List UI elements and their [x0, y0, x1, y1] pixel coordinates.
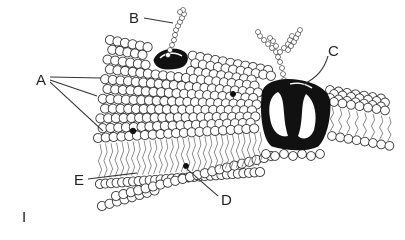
lipid-tail — [165, 139, 168, 173]
phospholipid-head — [298, 150, 307, 159]
integral-protein — [261, 80, 330, 150]
phospholipid-head — [316, 150, 325, 159]
phospholipid-head — [280, 150, 289, 159]
label-a: A — [36, 72, 47, 89]
phospholipid-head — [355, 102, 364, 111]
sugar-bead — [170, 43, 175, 48]
phospholipid-head — [381, 106, 390, 115]
lipid-tail — [347, 110, 350, 134]
sugar-bead — [276, 55, 281, 60]
lipid-tail — [126, 142, 129, 176]
lipid-tail — [214, 135, 217, 169]
phospholipid-head — [255, 167, 264, 176]
phospholipid-head — [369, 139, 378, 148]
sugar-bead — [168, 48, 173, 53]
sugar-bead — [268, 36, 273, 41]
sugar-bead — [278, 60, 283, 65]
phospholipid-head — [262, 150, 271, 159]
label-d: D — [221, 192, 232, 209]
lipid-tail — [115, 143, 118, 177]
lipid-tail — [388, 117, 391, 141]
phospholipid-head — [364, 103, 373, 112]
lipid-tail — [154, 140, 157, 174]
sugar-bead — [266, 42, 271, 47]
phospholipid-head — [385, 141, 394, 150]
phospholipid-head — [372, 105, 381, 114]
lipid-tail — [98, 144, 101, 178]
phospholipid-head — [141, 60, 150, 69]
lipid-tail — [339, 108, 342, 132]
sugar-bead — [262, 38, 267, 43]
lipid-tail — [148, 140, 151, 174]
lipid-tail — [104, 144, 107, 178]
phospholipid-head — [377, 140, 386, 149]
lipid-tail — [198, 137, 201, 171]
lipid-tail — [137, 141, 140, 175]
lipid-tail — [121, 142, 124, 176]
lipid-tail — [371, 114, 374, 138]
lipid-tail — [143, 141, 146, 175]
label-e: E — [74, 172, 85, 189]
sugar-bead — [173, 33, 178, 38]
lipid-tail — [132, 142, 135, 176]
label-c: C — [328, 43, 339, 60]
lipid-tail — [380, 115, 383, 139]
lipid-tail — [355, 111, 358, 135]
phospholipid-head — [307, 152, 316, 161]
sugar-bead — [178, 10, 183, 15]
sugar-bead — [278, 50, 283, 55]
sugar-bead — [274, 44, 279, 49]
sugar-bead — [298, 28, 303, 33]
phospholipid-head — [328, 132, 337, 141]
phospholipid-head — [338, 99, 347, 108]
lipid-tail — [109, 143, 112, 177]
footer-mark: I — [22, 209, 27, 226]
phospholipid-head — [330, 98, 339, 107]
lipid-tail — [176, 138, 179, 172]
lipid-tail — [170, 139, 173, 173]
sugar-bead — [281, 72, 286, 77]
upper-phospholipid-layer — [93, 35, 389, 142]
lipid-tail — [159, 139, 162, 173]
phospholipid-head — [336, 133, 345, 142]
phospholipid-head — [289, 152, 298, 161]
lipid-tail — [203, 136, 206, 170]
sugar-bead — [280, 66, 285, 71]
lipid-tail — [363, 113, 366, 137]
sugar-bead — [172, 38, 177, 43]
phospholipid-head — [352, 136, 361, 145]
phospholipid-head — [347, 100, 356, 109]
phospholipid-head — [250, 124, 259, 133]
phospholipid-head — [344, 134, 353, 143]
lipid-tail — [220, 135, 223, 169]
lipid-tail — [192, 137, 195, 171]
phospholipid-head — [266, 71, 275, 80]
sugar-bead — [256, 30, 261, 35]
lipid-tail — [209, 136, 212, 170]
label-b: B — [129, 10, 140, 27]
phospholipid-head — [271, 152, 280, 161]
phospholipid-head — [360, 137, 369, 146]
sugar-bead — [166, 53, 171, 58]
phospholipid-head — [138, 50, 147, 59]
lipid-tail — [330, 107, 333, 131]
